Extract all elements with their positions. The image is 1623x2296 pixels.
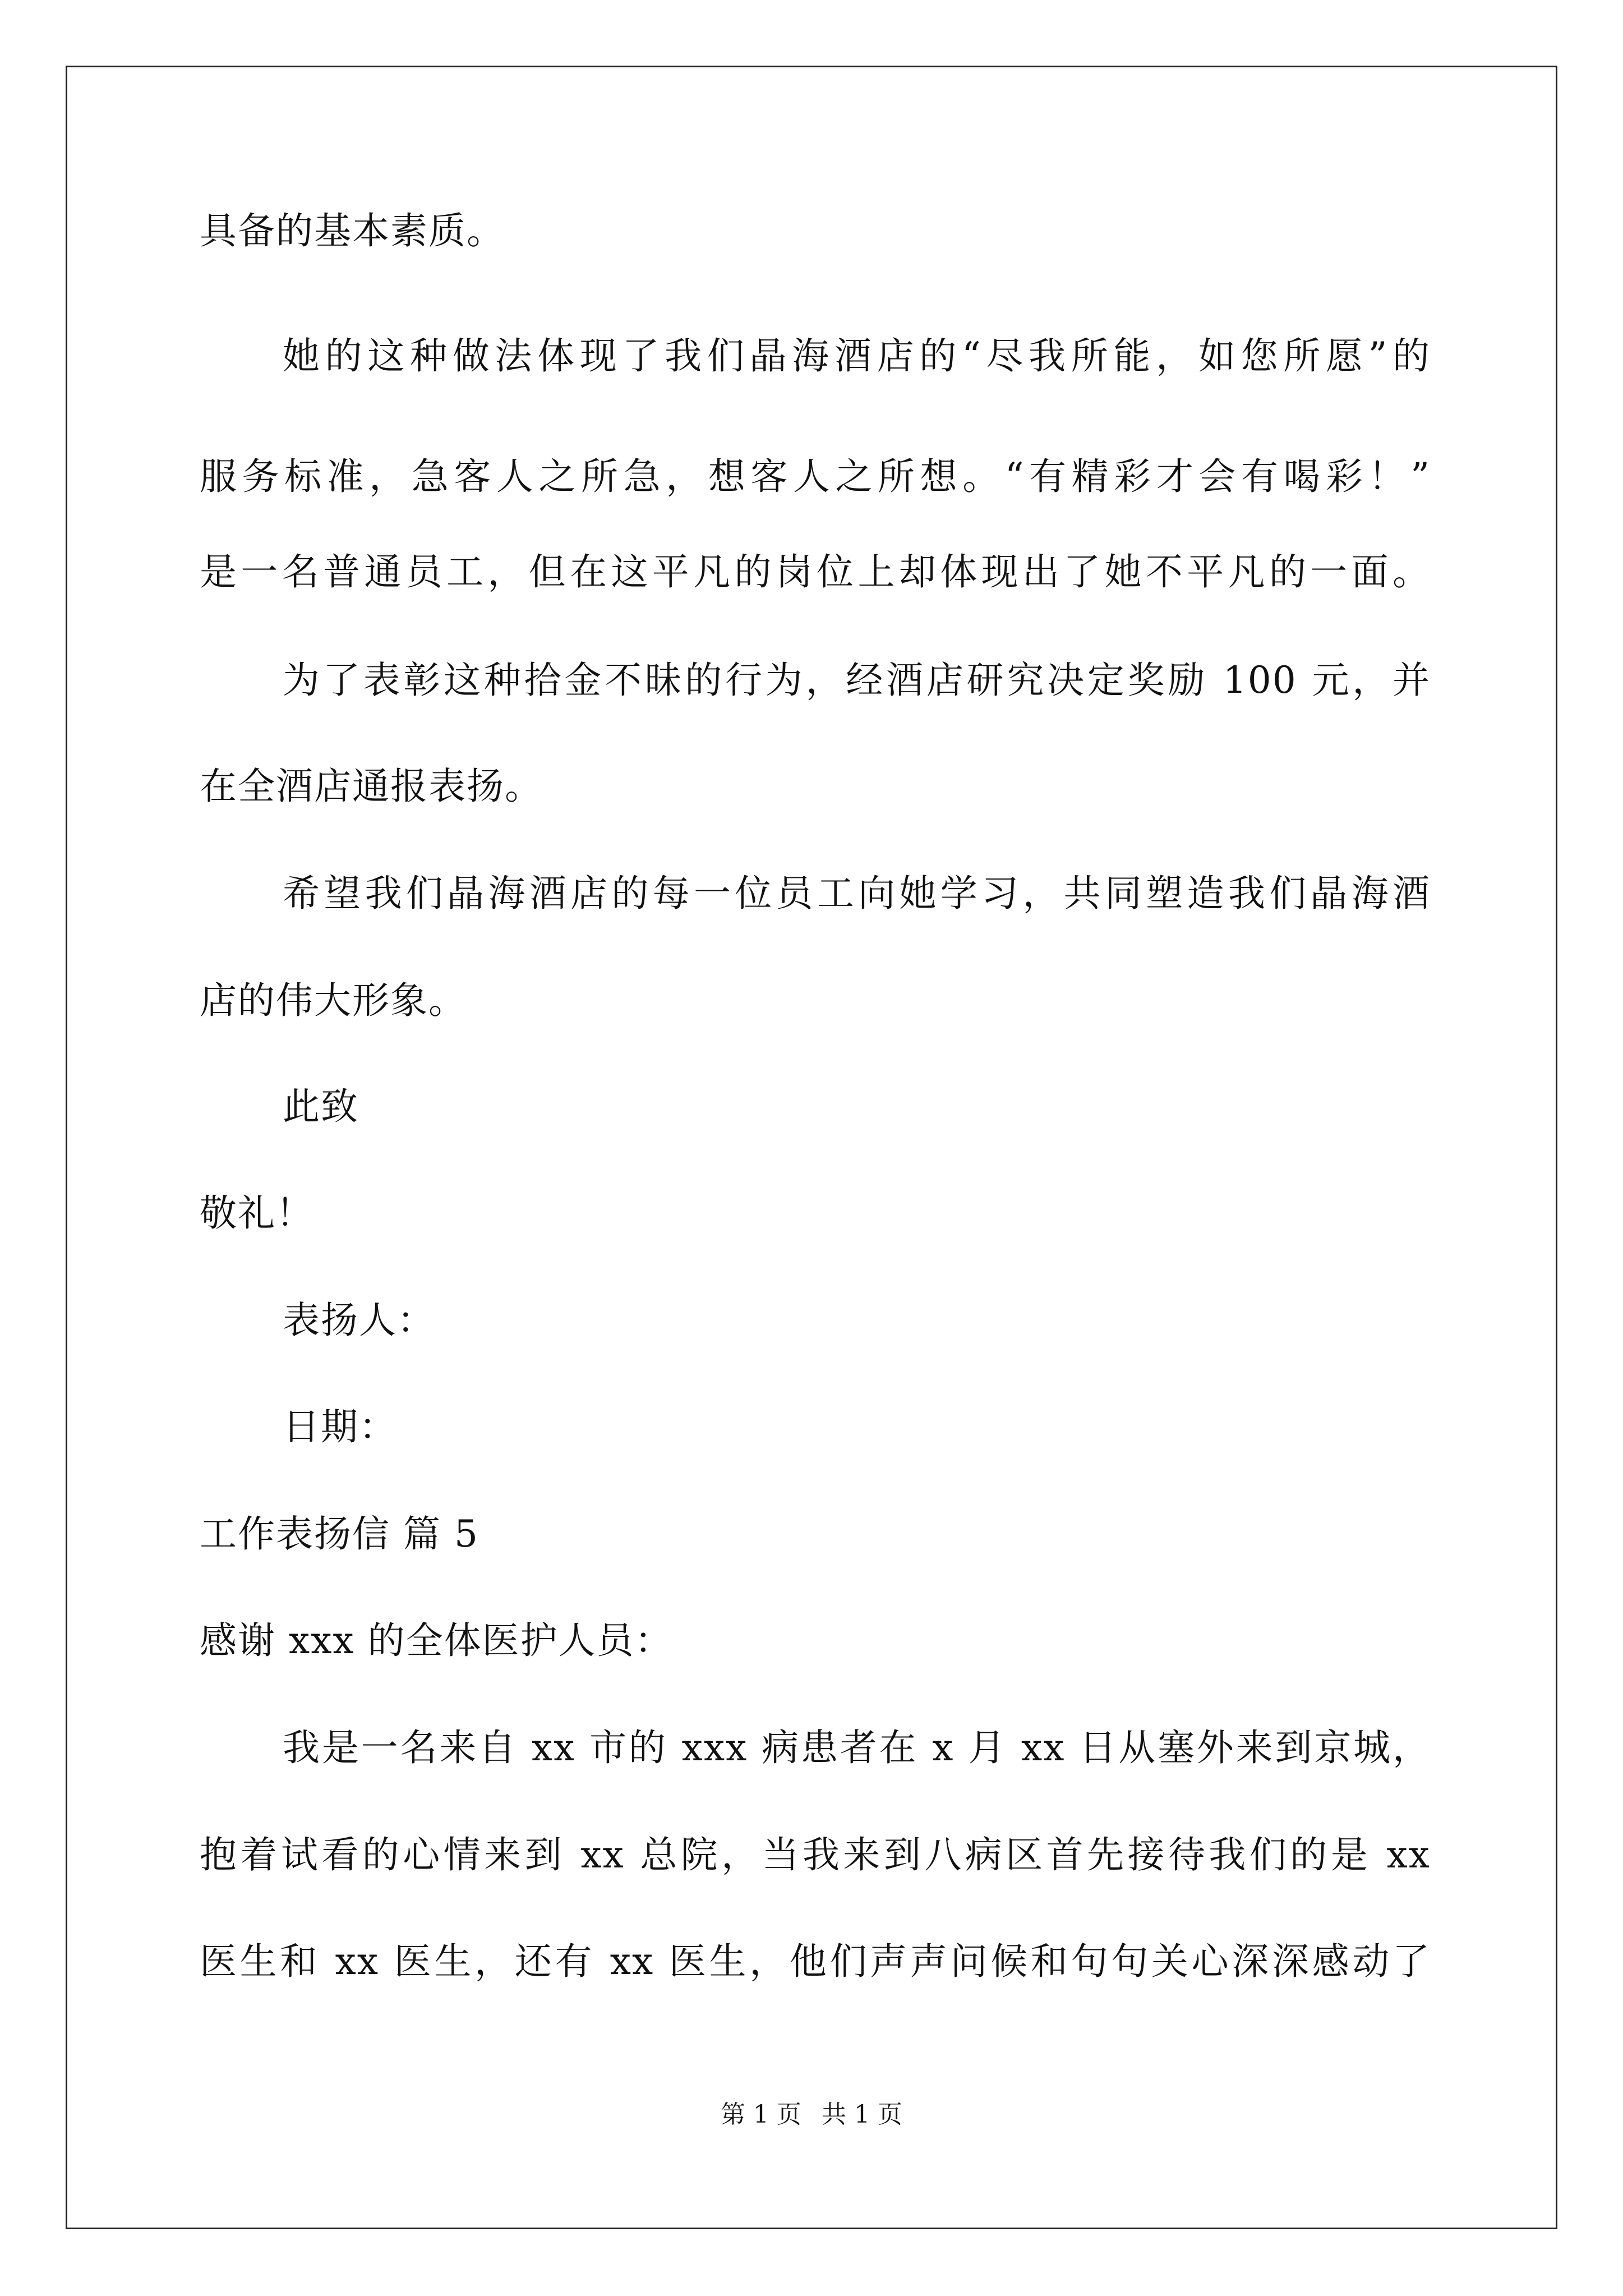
paragraph-line: 她的这种做法体现了我们晶海酒店的“尽我所能，如您所愿”的	[283, 334, 1431, 378]
page-border	[66, 66, 1557, 2229]
paragraph-line: 为了表彰这种拾金不昧的行为，经酒店研究决定奖励 100 元，并	[283, 659, 1431, 702]
paragraph-line: 我是一名来自 xx 市的 xxx 病患者在 x 月 xx 日从塞外来到京城，	[283, 1726, 1431, 1769]
page-total: 共 1 页	[822, 2100, 902, 2129]
paragraph-line: 在全酒店通报表扬。	[200, 765, 543, 808]
salutation-line: 此致	[283, 1085, 359, 1128]
paragraph-line: 是一名普通员工，但在这平凡的岗位上却体现出了她不平凡的一面。	[200, 550, 1431, 593]
letter-greeting: 感谢 xxx 的全体医护人员：	[200, 1619, 673, 1662]
section-heading: 工作表扬信 篇 5	[200, 1512, 479, 1556]
paragraph-line: 医生和 xx 医生，还有 xx 医生，他们声声问候和句句关心深深感动了	[200, 1940, 1431, 1983]
date-line: 日期：	[283, 1405, 397, 1448]
page-number: 第 1 页	[721, 2100, 801, 2129]
signature-line: 表扬人：	[283, 1299, 435, 1342]
paragraph-line: 店的伟大形象。	[200, 979, 467, 1022]
page-footer	[0, 2098, 1623, 2132]
paragraph-line: 服务标准，急客人之所急，想客人之所想。“有精彩才会有喝彩！”	[200, 455, 1431, 498]
paragraph-line: 具备的基本素质。	[200, 209, 505, 252]
paragraph-line: 希望我们晶海酒店的每一位员工向她学习，共同塑造我们晶海酒	[283, 872, 1431, 915]
paragraph-line: 抱着试看的心情来到 xx 总院，当我来到八病区首先接待我们的是 xx	[200, 1833, 1431, 1876]
salutation-line: 敬礼！	[200, 1191, 314, 1235]
